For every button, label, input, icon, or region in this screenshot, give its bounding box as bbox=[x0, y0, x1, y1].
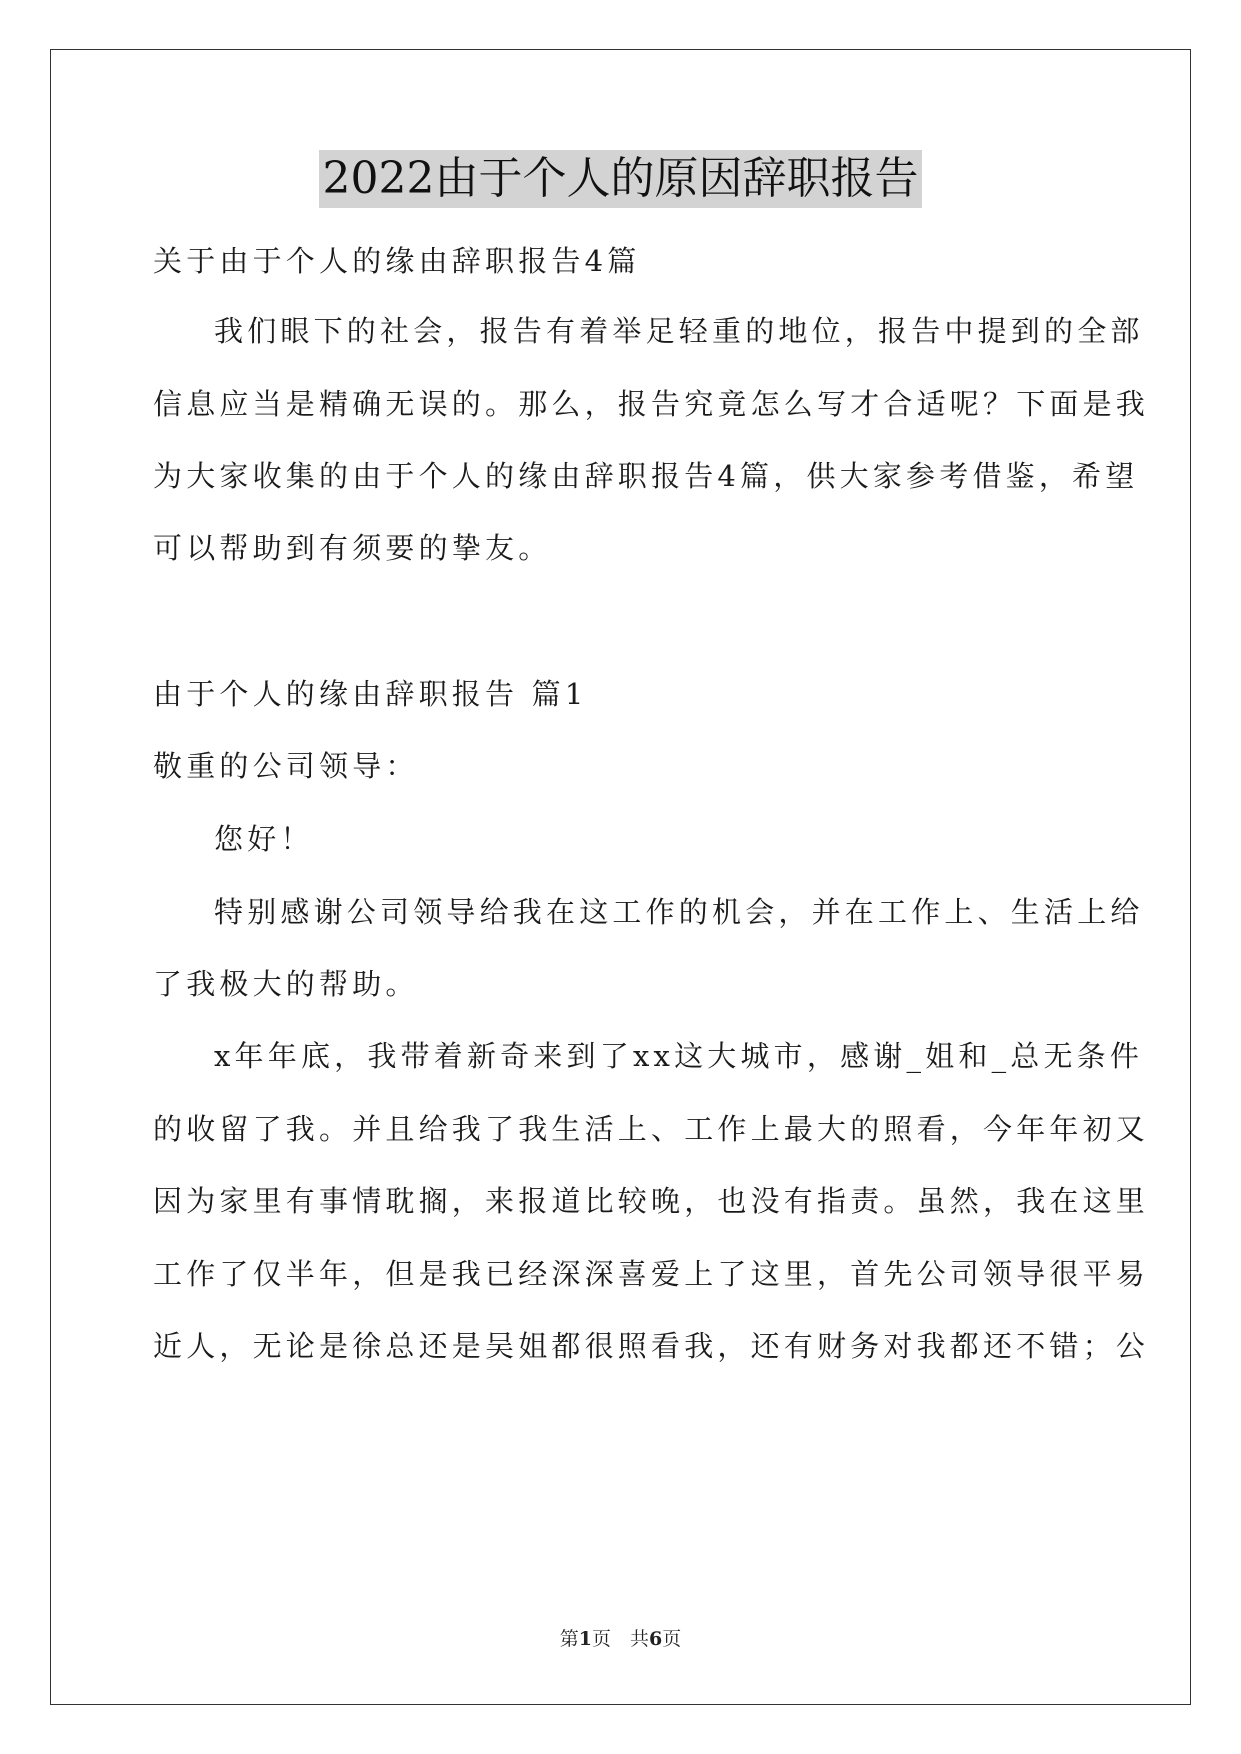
footer-middle: 页 共 bbox=[591, 1628, 649, 1650]
paragraph-line: 因为家里有事情耽搁，来报道比较晚，也没有指责。虽然，我在这里 bbox=[153, 1184, 1150, 1218]
paragraph-line: 我们眼下的社会，报告有着举足轻重的地位，报告中提到的全部 bbox=[214, 314, 1144, 348]
footer-prefix: 第 bbox=[559, 1628, 579, 1650]
paragraph-line: 的收留了我。并且给我了我生活上、工作上最大的照看，今年年初又 bbox=[153, 1112, 1150, 1146]
salutation: 敬重的公司领导： bbox=[153, 749, 419, 783]
footer-suffix: 页 bbox=[662, 1628, 682, 1650]
current-page-number: 1 bbox=[578, 1628, 592, 1650]
paragraph-line: 近人，无论是徐总还是吴姐都很照看我，还有财务对我都还不错；公 bbox=[153, 1329, 1150, 1363]
section-heading: 由于个人的缘由辞职报告 篇1 bbox=[153, 677, 588, 711]
greeting: 您好！ bbox=[214, 822, 314, 856]
subtitle-line: 关于由于个人的缘由辞职报告4篇 bbox=[153, 244, 641, 278]
paragraph-line: 可以帮助到有须要的挚友。 bbox=[153, 531, 552, 565]
paragraph-line: 信息应当是精确无误的。那么，报告究竟怎么写才合适呢？下面是我 bbox=[153, 387, 1150, 421]
page-border bbox=[50, 49, 1191, 1705]
document-title: 2022由于个人的原因辞职报告 bbox=[319, 150, 923, 208]
total-pages-number: 6 bbox=[649, 1628, 663, 1650]
paragraph-line: 特别感谢公司领导给我在这工作的机会，并在工作上、生活上给 bbox=[214, 895, 1144, 929]
paragraph-line: 工作了仅半年，但是我已经深深喜爱上了这里，首先公司领导很平易 bbox=[153, 1257, 1150, 1291]
paragraph-line: 为大家收集的由于个人的缘由辞职报告4篇，供大家参考借鉴，希望 bbox=[153, 459, 1139, 493]
paragraph-line: x年年底，我带着新奇来到了xx这大城市，感谢_姐和_总无条件 bbox=[214, 1039, 1144, 1073]
page-footer bbox=[0, 1627, 1241, 1651]
paragraph-line: 了我极大的帮助。 bbox=[153, 967, 419, 1001]
title-container bbox=[0, 150, 1241, 208]
